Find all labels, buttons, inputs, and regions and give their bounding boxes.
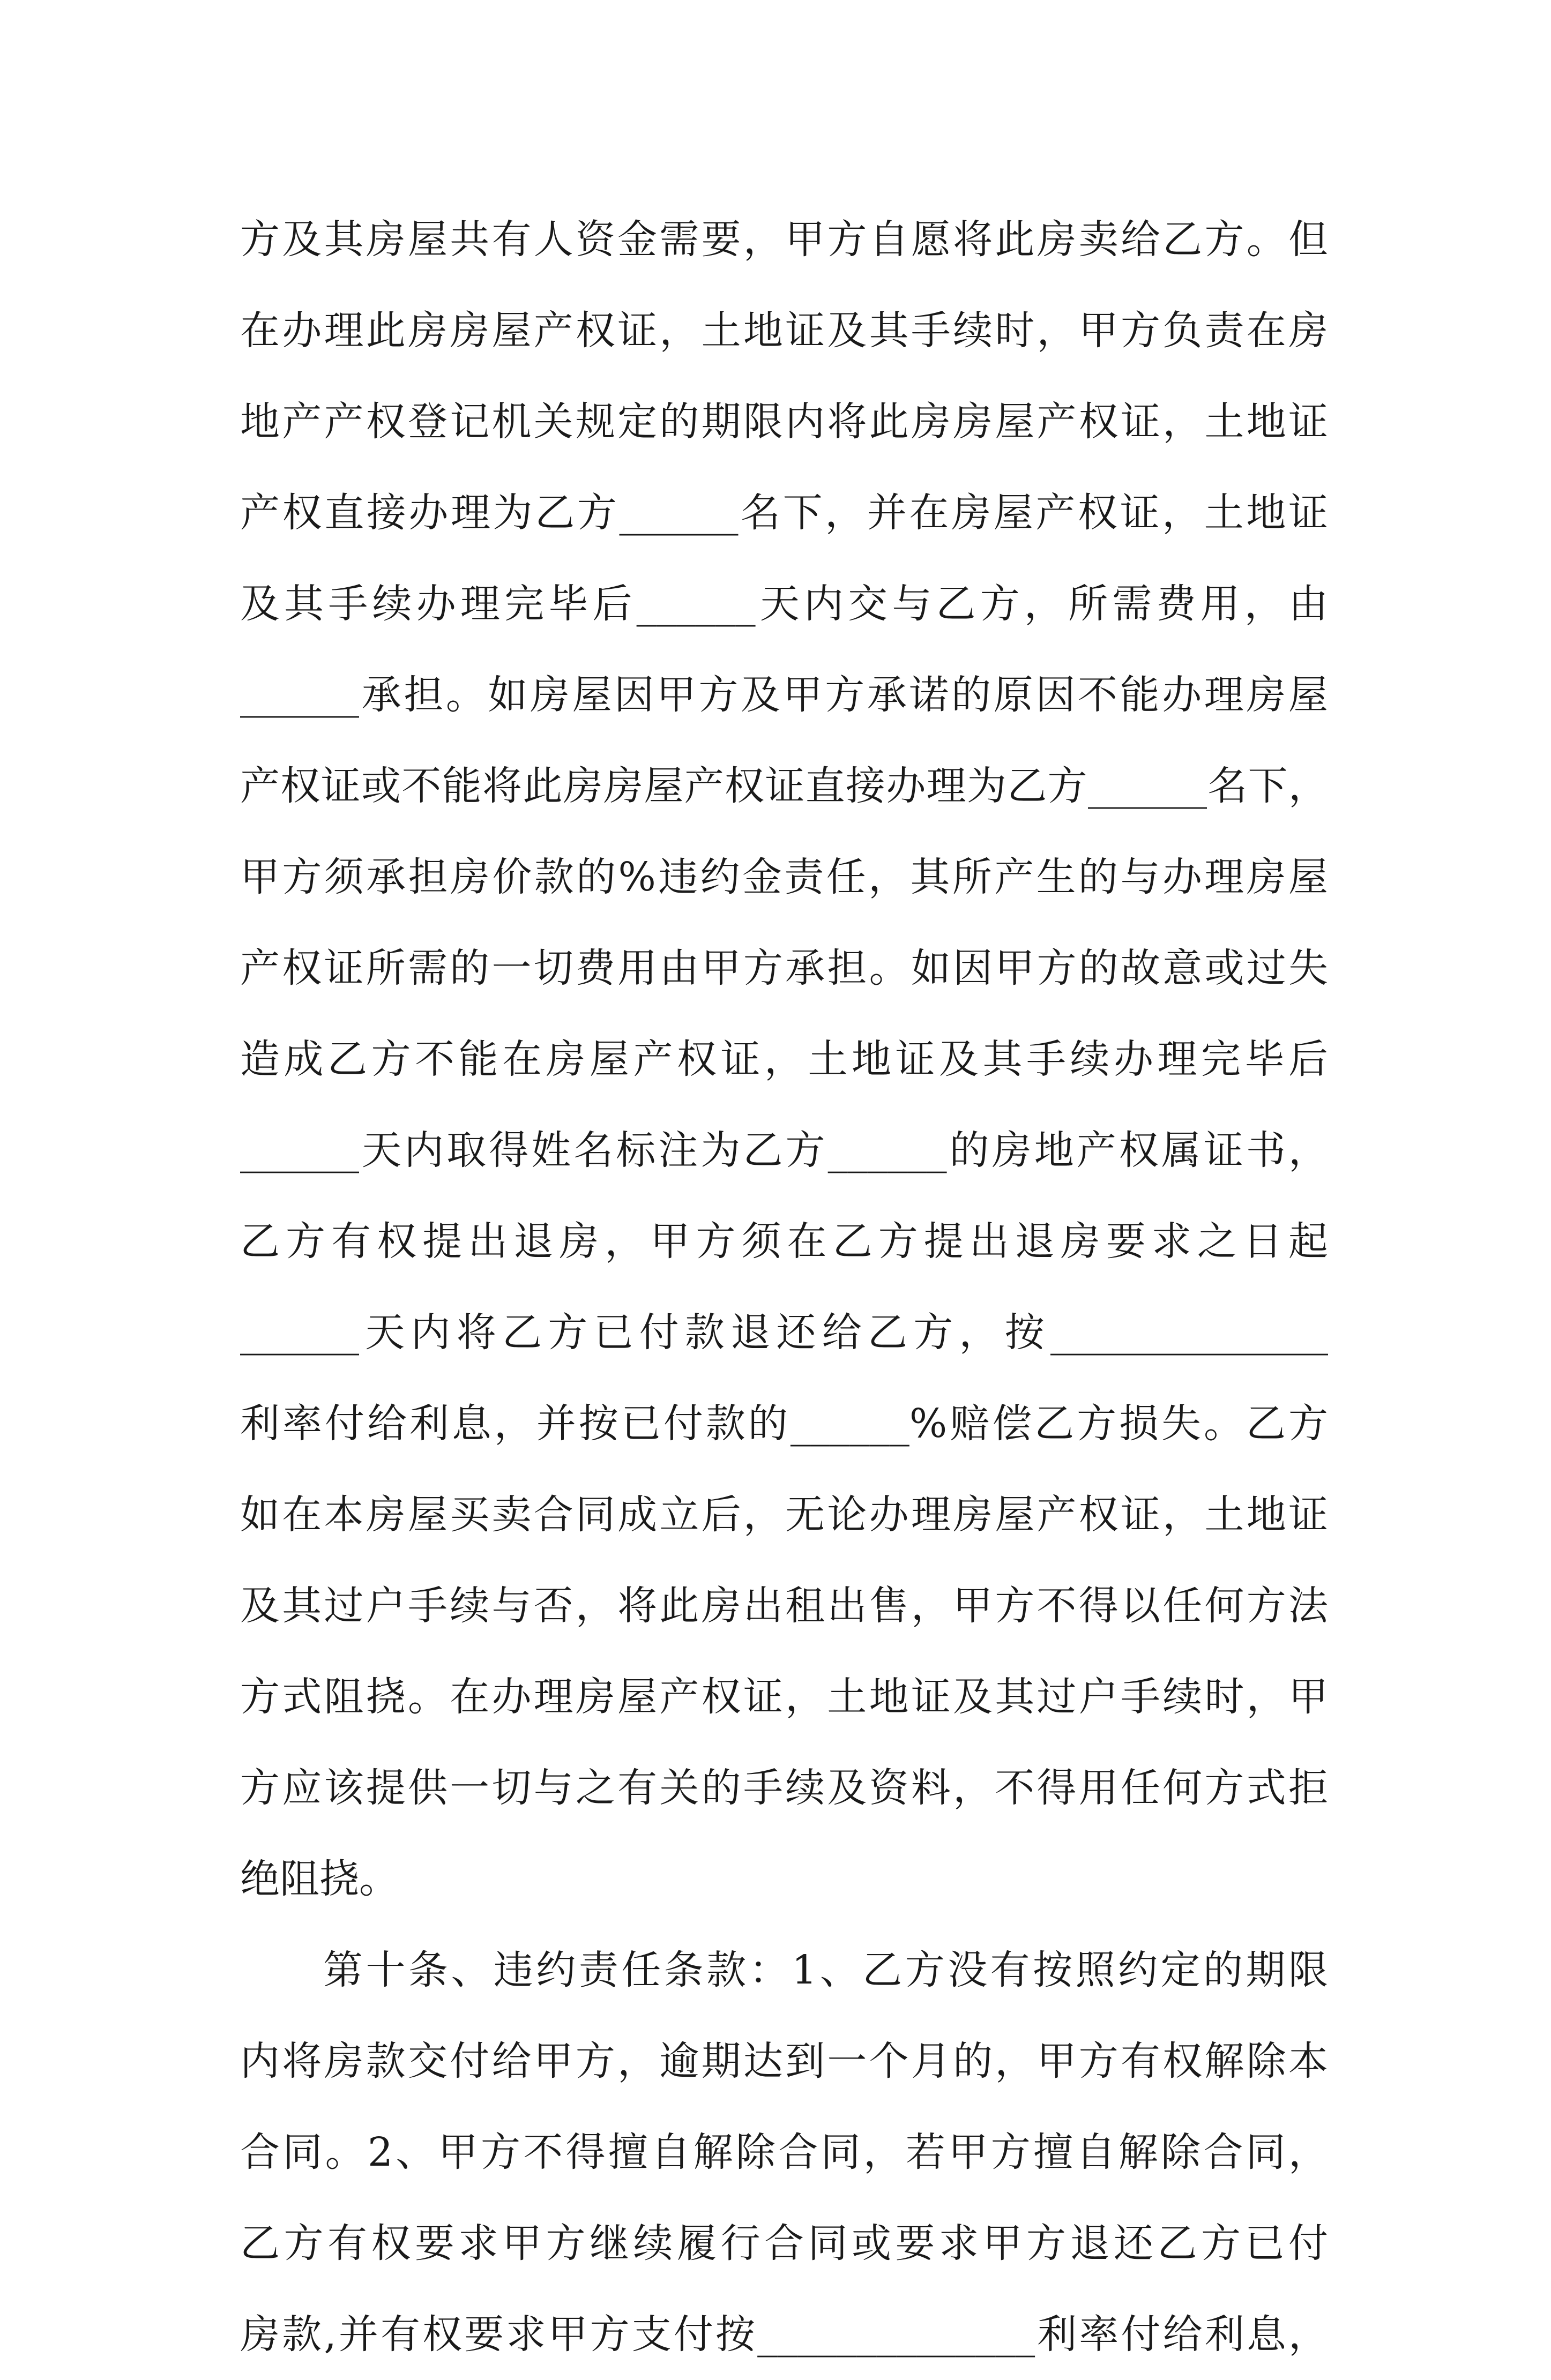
text-line: ______天内取得姓名标注为乙方______的房地产权属证书， [240, 1127, 1328, 1173]
text-line: ______承担。如房屋因甲方及甲方承诺的原因不能办理房屋 [240, 672, 1328, 718]
text-line: 内将房款交付给甲方，逾期达到一个月的，甲方有权解除本 [240, 2038, 1328, 2084]
text-line: 地产产权登记机关规定的期限内将此房房屋产权证，土地证 [240, 399, 1328, 445]
text-line: 方式阻挠。在办理房屋产权证，土地证及其过户手续时，甲 [240, 1674, 1328, 1720]
text-line: 方应该提供一切与之有关的手续及资料，不得用任何方式拒 [240, 1765, 1328, 1811]
text-line: 产权证所需的一切费用由甲方承担。如因甲方的故意或过失 [240, 945, 1328, 991]
text-line: 乙方有权要求甲方继续履行合同或要求甲方退还乙方已付 [240, 2220, 1328, 2266]
text-line: 绝阻挠。 [240, 1856, 399, 1902]
text-line: 合同。2、甲方不得擅自解除合同，若甲方擅自解除合同， [240, 2129, 1328, 2175]
text-line: 在办理此房房屋产权证，土地证及其手续时，甲方负责在房 [240, 308, 1328, 354]
contract-text-body [240, 194, 1328, 2380]
text-line: 房款,并有权要求甲方支付按______________利率付给利息， [240, 2311, 1328, 2357]
text-line: 及其手续办理完毕后______天内交与乙方，所需费用，由 [240, 581, 1328, 627]
text-line: ______天内将乙方已付款退还给乙方，按______________ [240, 1309, 1328, 1356]
text-line: 甲方须承担房价款的%违约金责任，其所产生的与办理房屋 [240, 854, 1328, 900]
text-line: 及其过户手续与否，将此房出租出售，甲方不得以任何方法 [240, 1583, 1328, 1629]
text-line: 方及其房屋共有人资金需要，甲方自愿将此房卖给乙方。但 [240, 216, 1328, 263]
text-line: 产权直接办理为乙方______名下，并在房屋产权证，土地证 [240, 490, 1328, 536]
text-line: 造成乙方不能在房屋产权证，土地证及其手续办理完毕后 [240, 1036, 1328, 1082]
text-line: 产权证或不能将此房房屋产权证直接办理为乙方______名下， [240, 763, 1328, 809]
text-line-paragraph-start: 第十条、违约责任条款：1、乙方没有按照约定的期限 [323, 1947, 1328, 1993]
text-line: 利率付给利息，并按已付款的______%赔偿乙方损失。乙方 [240, 1401, 1328, 1447]
text-line: 乙方有权提出退房，甲方须在乙方提出退房要求之日起 [240, 1218, 1328, 1264]
text-line: 如在本房屋买卖合同成立后，无论办理房屋产权证，土地证 [240, 1492, 1328, 1538]
